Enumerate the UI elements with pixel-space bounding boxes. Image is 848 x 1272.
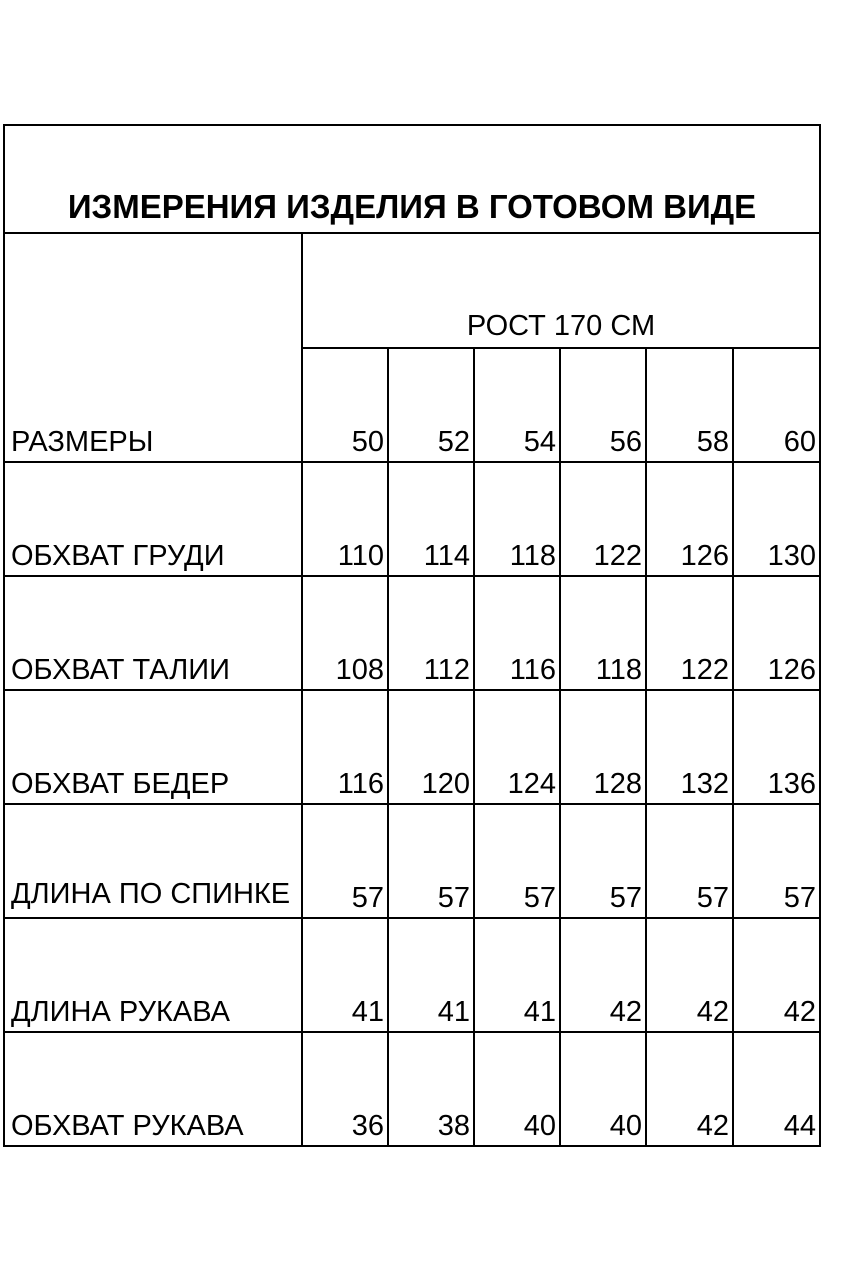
size-chart-table (3, 124, 821, 1147)
table-title: ИЗМЕРЕНИЯ ИЗДЕЛИЯ В ГОТОВОМ ВИДЕ (4, 125, 820, 233)
value-cell: 122 (646, 576, 733, 690)
sizes-label (4, 233, 302, 462)
title-row (4, 125, 820, 233)
table-row (4, 462, 820, 576)
value-cell: 57 (733, 804, 820, 918)
value-cell: 112 (388, 576, 474, 690)
table-row (4, 690, 820, 804)
value-cell: 57 (474, 804, 560, 918)
row-label: ОБХВАТ РУКАВА (4, 1032, 302, 1146)
value-cell: 42 (646, 1032, 733, 1146)
value-cell: 38 (388, 1032, 474, 1146)
value-cell: 120 (388, 690, 474, 804)
value-cell: 128 (560, 690, 646, 804)
value-cell: 126 (733, 576, 820, 690)
height-label: РОСТ 170 СМ (302, 233, 820, 348)
value-cell: 122 (560, 462, 646, 576)
size-cell: 54 (474, 348, 560, 462)
value-cell: 44 (733, 1032, 820, 1146)
value-cell: 118 (560, 576, 646, 690)
value-cell: 124 (474, 690, 560, 804)
value-cell: 41 (302, 918, 388, 1032)
size-cell: 56 (560, 348, 646, 462)
value-cell: 136 (733, 690, 820, 804)
row-label: ОБХВАТ ГРУДИ (4, 462, 302, 576)
value-cell: 42 (733, 918, 820, 1032)
value-cell: 130 (733, 462, 820, 576)
value-cell: 118 (474, 462, 560, 576)
value-cell: 41 (474, 918, 560, 1032)
value-cell: 41 (388, 918, 474, 1032)
value-cell: 36 (302, 1032, 388, 1146)
row-label: ДЛИНА ПО СПИНКЕ (4, 804, 302, 918)
table-row (4, 1032, 820, 1146)
size-cell: 58 (646, 348, 733, 462)
row-label: ОБХВАТ ТАЛИИ (4, 576, 302, 690)
value-cell: 42 (560, 918, 646, 1032)
value-cell: 40 (560, 1032, 646, 1146)
value-cell: 57 (560, 804, 646, 918)
row-label: ДЛИНА РУКАВА (4, 918, 302, 1032)
table-row (4, 804, 820, 918)
value-cell: 116 (474, 576, 560, 690)
height-row (4, 233, 820, 348)
row-label: ОБХВАТ БЕДЕР (4, 690, 302, 804)
value-cell: 108 (302, 576, 388, 690)
value-cell: 57 (302, 804, 388, 918)
size-cell: 60 (733, 348, 820, 462)
value-cell: 116 (302, 690, 388, 804)
value-cell: 57 (388, 804, 474, 918)
size-cell: 50 (302, 348, 388, 462)
size-cell: 52 (388, 348, 474, 462)
value-cell: 132 (646, 690, 733, 804)
value-cell: 40 (474, 1032, 560, 1146)
value-cell: 42 (646, 918, 733, 1032)
value-cell: 114 (388, 462, 474, 576)
value-cell: 110 (302, 462, 388, 576)
value-cell: 126 (646, 462, 733, 576)
table-row (4, 576, 820, 690)
value-cell: 57 (646, 804, 733, 918)
table-row (4, 918, 820, 1032)
sizes-label-text: РАЗМЕРЫ (11, 426, 154, 458)
